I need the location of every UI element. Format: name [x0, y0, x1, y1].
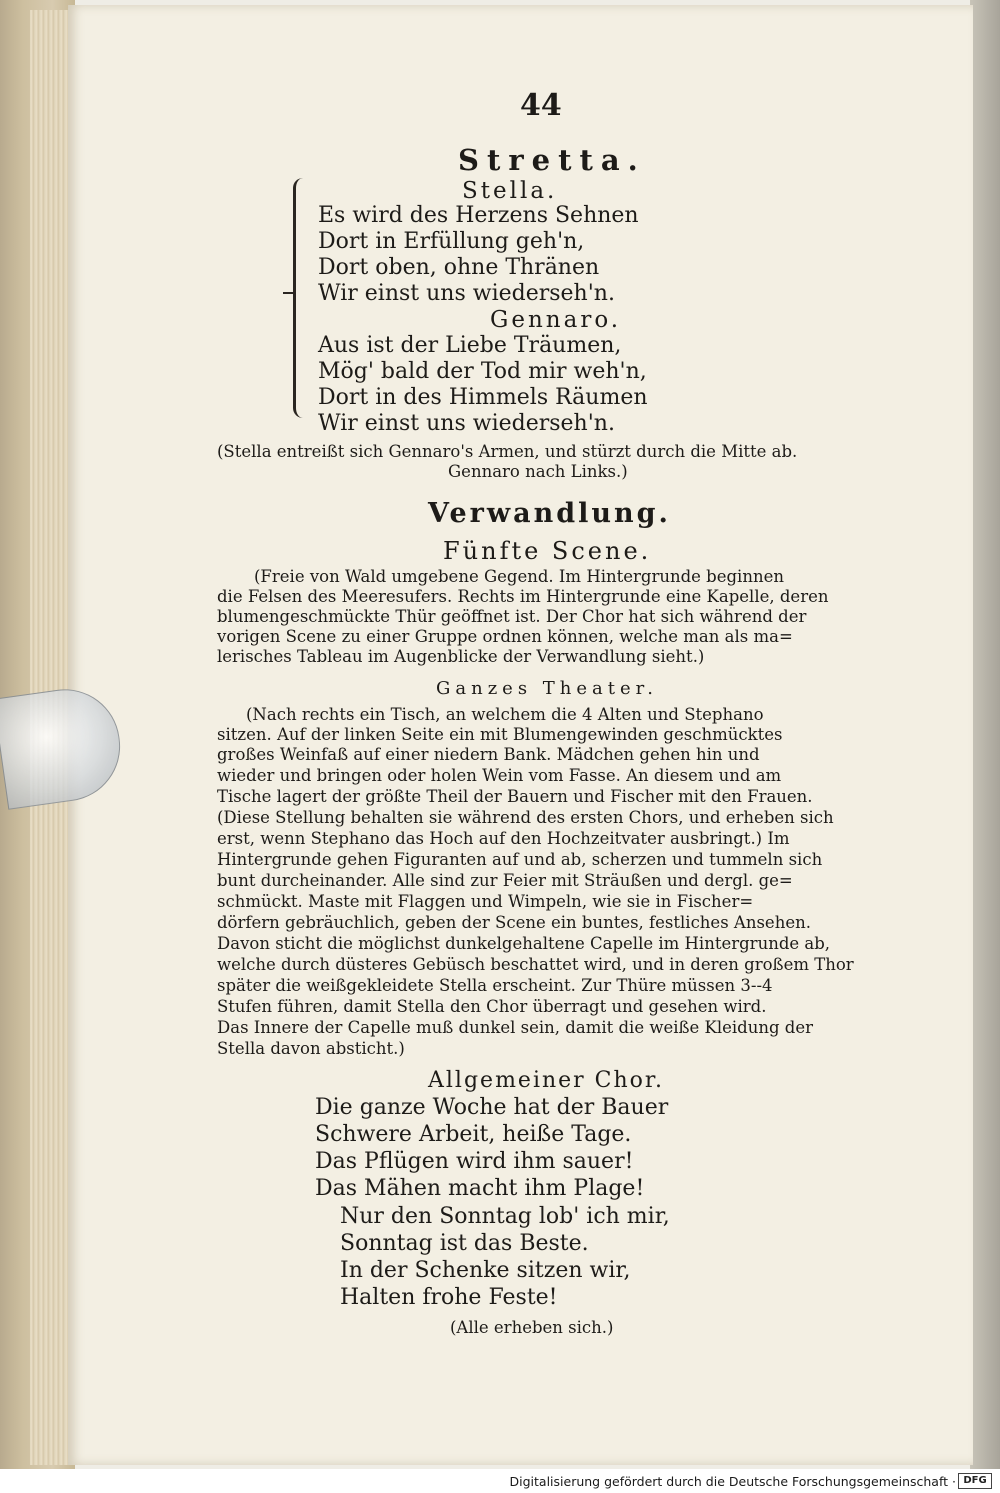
setting-line: blumengeschmückte Thür geöffnet ist. Der Chor hat sich während der: [217, 607, 807, 626]
description-line: Hintergrunde gehen Figuranten auf und ab, scherzen und tummeln sich: [217, 850, 823, 869]
verse-line: Mög' bald der Tod mir weh'n,: [318, 359, 647, 384]
chor-verse: Schwere Arbeit, heiße Tage.: [315, 1122, 632, 1147]
setting-line: die Felsen des Meeresufers. Rechts im Hintergrunde eine Kapelle, deren: [217, 587, 829, 606]
description-line: erst, wenn Stephano das Hoch auf den Hochzeitvater ausbringt.) Im: [217, 829, 790, 848]
verse-line: Dort in Erfüllung geh'n,: [318, 229, 585, 254]
description-line: welche durch düsteres Gebüsch beschattet wird, und in deren großem Thor: [217, 955, 854, 974]
description-line: später die weißgekleidete Stella erscheint. Zur Thüre müssen 3--4: [217, 976, 773, 995]
setting-line: (Freie von Wald umgebene Gegend. Im Hintergrunde beginnen: [254, 567, 784, 586]
stage-direction: Gennaro nach Links.): [448, 462, 628, 481]
verse-line: Wir einst uns wiederseh'n.: [318, 411, 615, 436]
description-line: Davon sticht die möglichst dunkelgehaltene Capelle im Hintergrunde ab,: [217, 934, 831, 953]
description-line: Tische lagert der größte Theil der Bauern und Fischer mit den Frauen.: [217, 787, 813, 806]
page-number: 44: [520, 88, 562, 123]
verse-line: Wir einst uns wiederseh'n.: [318, 281, 615, 306]
verse-line: Dort in des Himmels Räumen: [318, 385, 648, 410]
scanner-background: [970, 0, 1000, 1470]
setting-line: vorigen Scene zu einer Gruppe ordnen können, welche man als ma=: [217, 627, 793, 646]
scene-heading: Fünfte Scene.: [443, 537, 652, 565]
chor-verse: Die ganze Woche hat der Bauer: [315, 1095, 669, 1120]
description-line: Stella davon absticht.): [217, 1039, 405, 1058]
description-line: Das Innere der Capelle muß dunkel sein, damit die weiße Kleidung der: [217, 1018, 814, 1037]
chor-refrain: Nur den Sonntag lob' ich mir,: [340, 1204, 670, 1229]
verse-line: Dort oben, ohne Thränen: [318, 255, 600, 280]
stage-direction: (Stella entreißt sich Gennaro's Armen, und stürzt durch die Mitte ab.: [217, 442, 798, 461]
chor-direction: (Alle erheben sich.): [450, 1318, 614, 1337]
description-line: bunt durcheinander. Alle sind zur Feier mit Sträußen und dergl. ge=: [217, 871, 793, 890]
dfg-logo: DFG: [958, 1473, 992, 1489]
chor-refrain: Halten frohe Feste!: [340, 1285, 558, 1310]
speaker-stella: Stella.: [462, 178, 558, 204]
curly-brace: [293, 178, 310, 418]
chor-heading: Allgemeiner Chor.: [428, 1068, 665, 1093]
verse-line: Aus ist der Liebe Träumen,: [318, 333, 622, 358]
setting-line: lerisches Tableau im Augenblicke der Verwandlung sieht.): [217, 647, 705, 666]
funding-credit: Digitalisierung gefördert durch die Deutsche Forschungsgemeinschaft ·: [509, 1474, 956, 1489]
curly-brace-tip: [283, 292, 295, 294]
description-line: (Diese Stellung behalten sie während des ersten Chors, und erheben sich: [217, 808, 834, 827]
stretta-heading: Stretta.: [458, 143, 646, 177]
description-line: sitzen. Auf der linken Seite ein mit Blumengewinden geschmücktes: [217, 725, 783, 744]
verse-line: Es wird des Herzens Sehnen: [318, 203, 639, 228]
chor-verse: Das Mähen macht ihm Plage!: [315, 1176, 645, 1201]
chor-refrain: In der Schenke sitzen wir,: [340, 1258, 631, 1283]
description-line: dörfern gebräuchlich, geben der Scene ein buntes, festliches Ansehen.: [217, 913, 811, 932]
description-line: Stufen führen, damit Stella den Chor überragt und gesehen wird.: [217, 997, 767, 1016]
description-line: schmückt. Maste mit Flaggen und Wimpeln, wie sie in Fischer=: [217, 892, 754, 911]
description-line: (Nach rechts ein Tisch, an welchem die 4 Alten und Stephano: [246, 705, 764, 724]
verwandlung-heading: Verwandlung.: [428, 498, 671, 529]
description-line: wieder und bringen oder holen Wein vom Fasse. An diesem und am: [217, 766, 782, 785]
speaker-gennaro: Gennaro.: [490, 307, 622, 333]
chor-verse: Das Pflügen wird ihm sauer!: [315, 1149, 634, 1174]
chor-refrain: Sonntag ist das Beste.: [340, 1231, 589, 1256]
theater-heading: Ganzes Theater.: [436, 678, 659, 699]
description-line: großes Weinfaß auf einer niedern Bank. Mädchen gehen hin und: [217, 745, 760, 764]
